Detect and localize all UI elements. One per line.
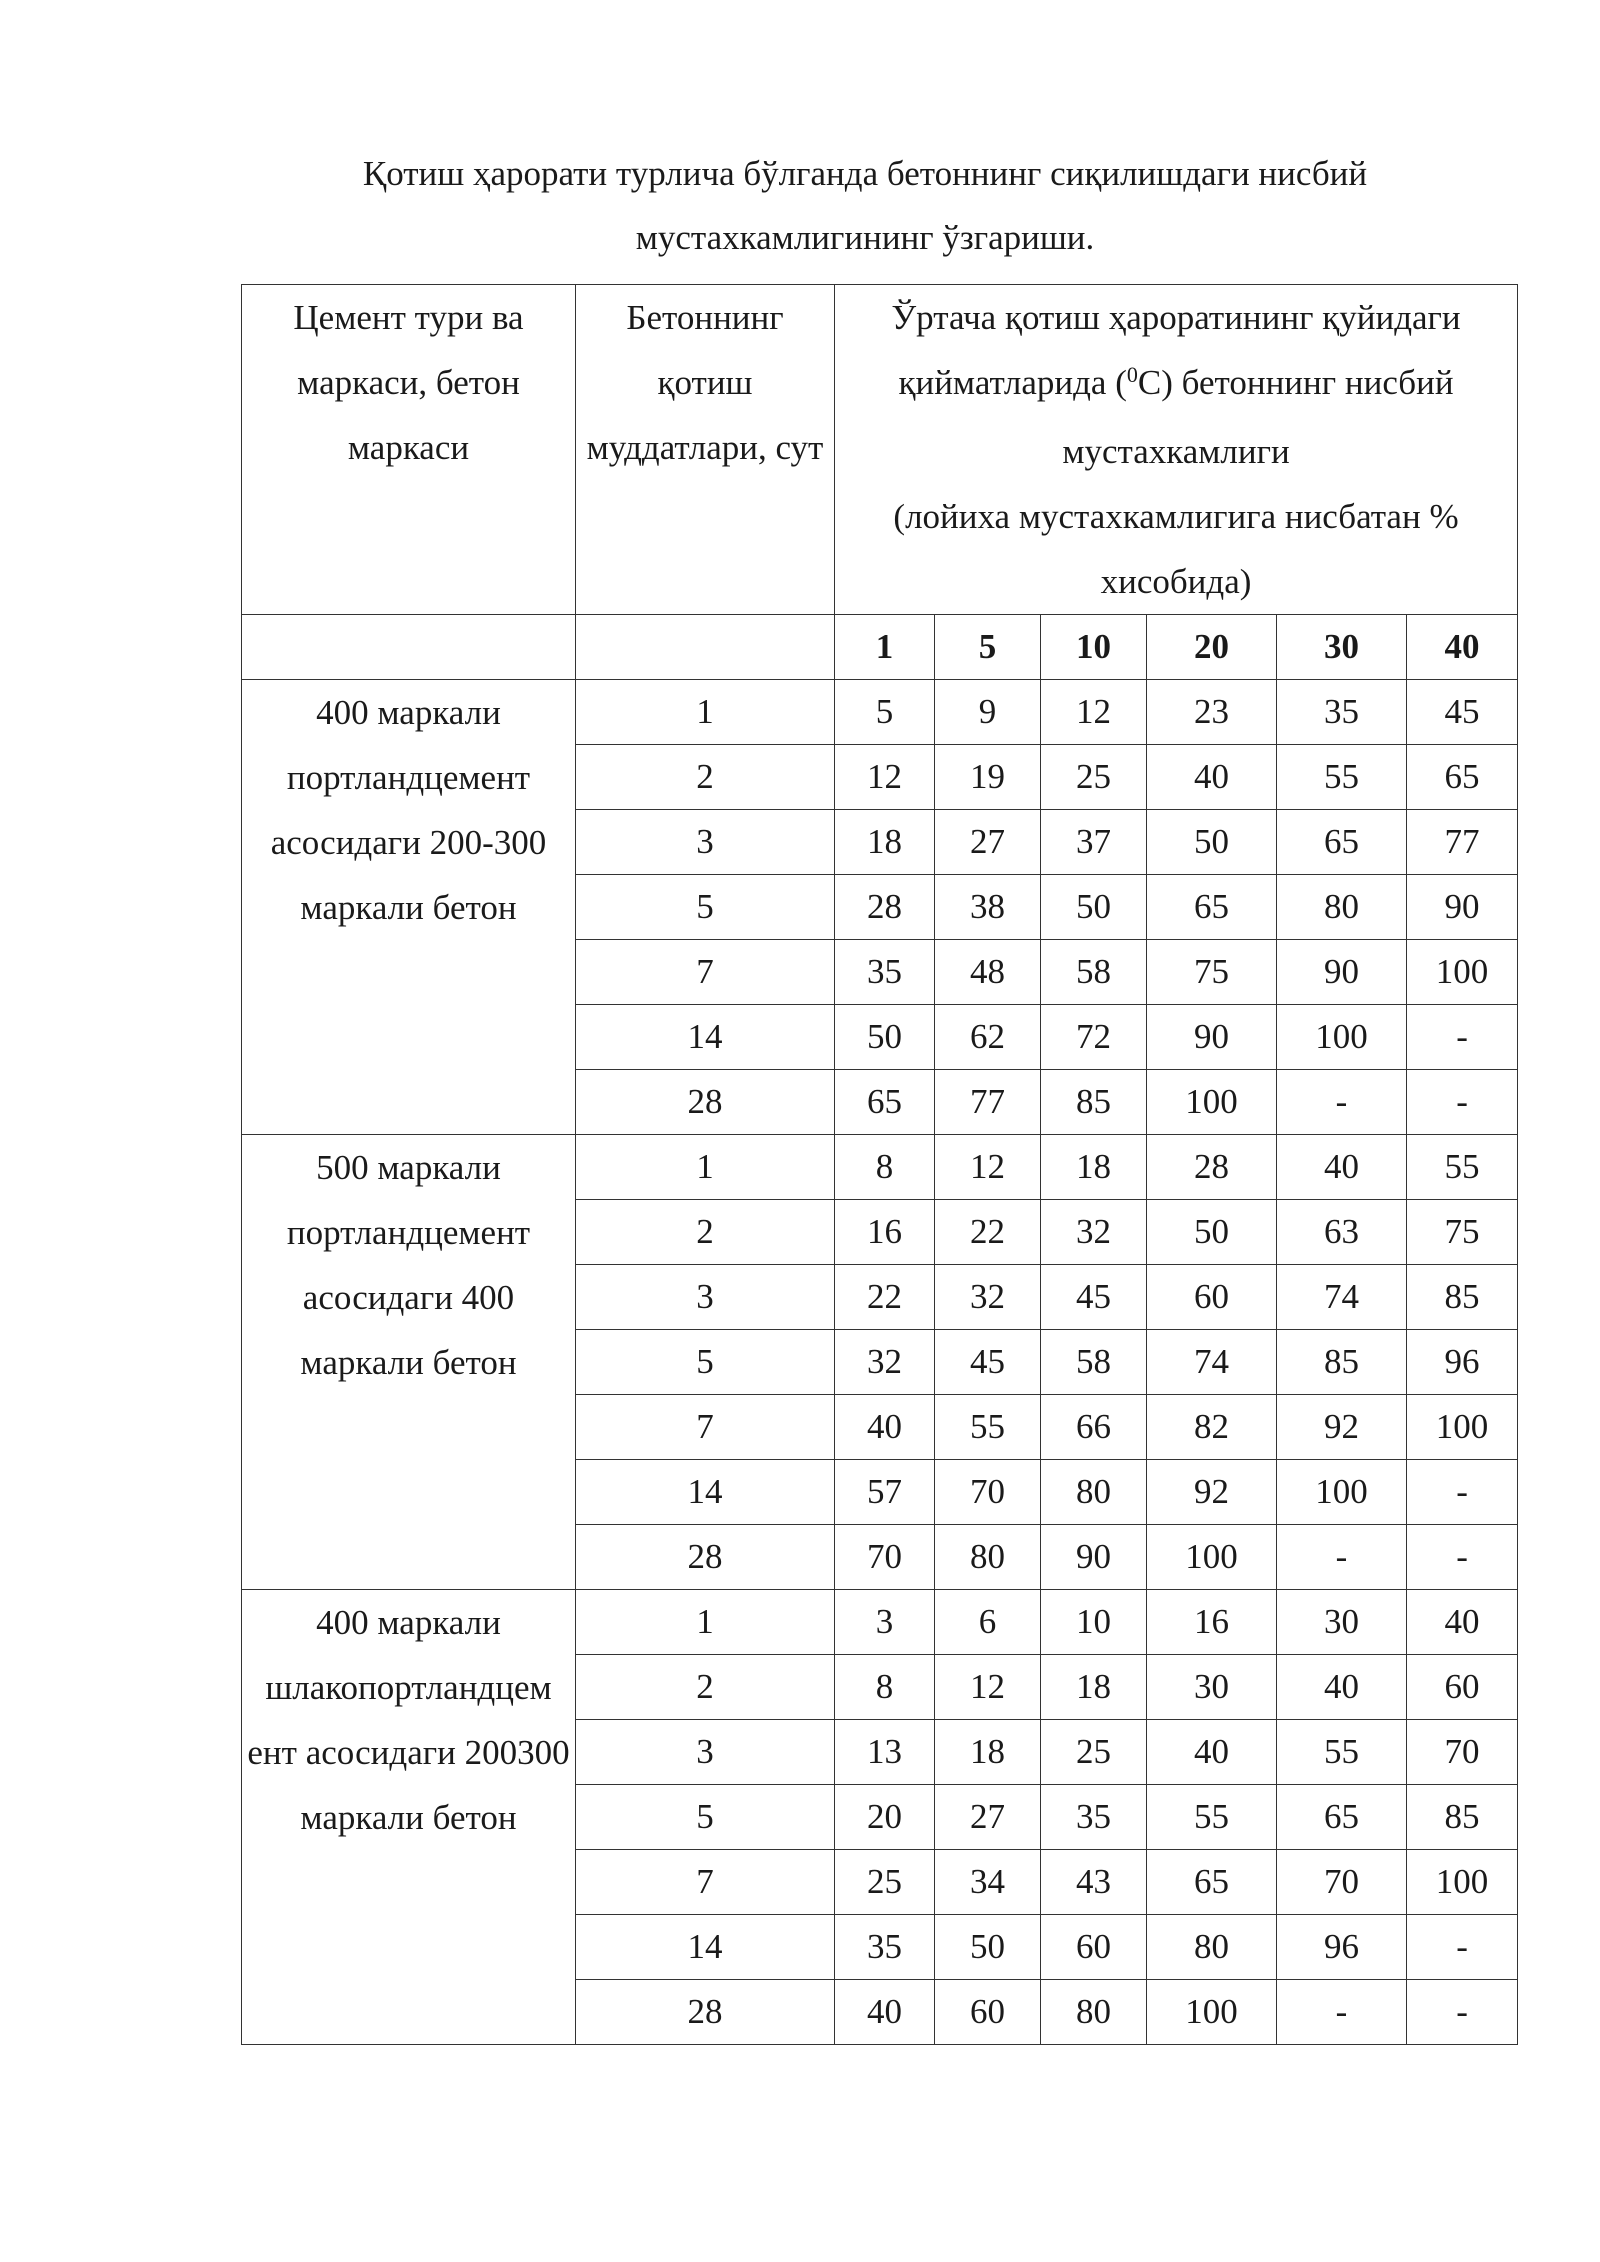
strength-value-cell: 48 xyxy=(935,940,1041,1005)
curing-days-cell: 5 xyxy=(576,875,835,940)
curing-days-cell: 2 xyxy=(576,1200,835,1265)
strength-value-cell: 96 xyxy=(1407,1330,1518,1395)
strength-value-cell: 100 xyxy=(1407,940,1518,1005)
temperature-cell: 1 xyxy=(835,615,935,680)
temperature-cell: 5 xyxy=(935,615,1041,680)
strength-value-cell: - xyxy=(1407,1915,1518,1980)
document-title-line-2: мустахкамлигининг ўзгариши. xyxy=(635,218,1095,257)
strength-value-cell: 65 xyxy=(1147,1850,1277,1915)
header-relative-strength xyxy=(835,285,1518,615)
strength-value-cell: - xyxy=(1407,1070,1518,1135)
strength-value-cell: 90 xyxy=(1041,1525,1147,1590)
strength-value-cell: 70 xyxy=(1277,1850,1407,1915)
curing-days-cell: 14 xyxy=(576,1915,835,1980)
strength-value-cell: 13 xyxy=(835,1720,935,1785)
strength-value-cell: 50 xyxy=(1147,1200,1277,1265)
curing-days-cell: 7 xyxy=(576,940,835,1005)
temperature-row-empty-1 xyxy=(242,615,576,680)
strength-value-cell: 18 xyxy=(1041,1135,1147,1200)
strength-value-cell: 80 xyxy=(1277,875,1407,940)
strength-value-cell: 35 xyxy=(1277,680,1407,745)
strength-value-cell: 30 xyxy=(1277,1590,1407,1655)
cement-group-label: 500 маркали портландцемент асосидаги 400 маркали бетон xyxy=(242,1135,576,1590)
strength-value-cell: 25 xyxy=(835,1850,935,1915)
curing-days-cell: 28 xyxy=(576,1980,835,2045)
strength-value-cell: 74 xyxy=(1147,1330,1277,1395)
strength-value-cell: 28 xyxy=(1147,1135,1277,1200)
temperature-row xyxy=(242,615,1518,680)
strength-value-cell: 85 xyxy=(1041,1070,1147,1135)
strength-value-cell: 3 xyxy=(835,1590,935,1655)
strength-value-cell: 9 xyxy=(935,680,1041,745)
strength-value-cell: - xyxy=(1407,1525,1518,1590)
strength-value-cell: 70 xyxy=(835,1525,935,1590)
strength-value-cell: 27 xyxy=(935,810,1041,875)
header-cement-type: Цемент тури ва маркаси, бетон маркаси xyxy=(242,285,576,615)
strength-value-cell: 74 xyxy=(1277,1265,1407,1330)
strength-value-cell: - xyxy=(1407,1005,1518,1070)
strength-value-cell: 58 xyxy=(1041,940,1147,1005)
strength-value-cell: 70 xyxy=(1407,1720,1518,1785)
strength-value-cell: 32 xyxy=(1041,1200,1147,1265)
strength-value-cell: 80 xyxy=(935,1525,1041,1590)
strength-value-cell: 16 xyxy=(835,1200,935,1265)
strength-value-cell: 27 xyxy=(935,1785,1041,1850)
strength-value-cell: 40 xyxy=(1147,745,1277,810)
strength-value-cell: 65 xyxy=(1277,1785,1407,1850)
table-row xyxy=(242,1135,1518,1200)
curing-days-cell: 1 xyxy=(576,1590,835,1655)
strength-value-cell: 16 xyxy=(1147,1590,1277,1655)
cement-group-label: 400 маркали шлакопортландцем ент асосидаги 200300 маркали бетон xyxy=(242,1590,576,2045)
strength-value-cell: - xyxy=(1407,1980,1518,2045)
strength-value-cell: 65 xyxy=(835,1070,935,1135)
strength-value-cell: 18 xyxy=(835,810,935,875)
strength-value-cell: 40 xyxy=(1407,1590,1518,1655)
strength-value-cell: 45 xyxy=(1041,1265,1147,1330)
curing-days-cell: 7 xyxy=(576,1395,835,1460)
strength-value-cell: 10 xyxy=(1041,1590,1147,1655)
strength-value-cell: 40 xyxy=(835,1980,935,2045)
strength-value-cell: 55 xyxy=(1277,1720,1407,1785)
strength-value-cell: 22 xyxy=(835,1265,935,1330)
strength-value-cell: 34 xyxy=(935,1850,1041,1915)
curing-days-cell: 3 xyxy=(576,1720,835,1785)
strength-value-cell: 19 xyxy=(935,745,1041,810)
strength-value-cell: 75 xyxy=(1407,1200,1518,1265)
strength-value-cell: 85 xyxy=(1407,1785,1518,1850)
temperature-row-empty-2 xyxy=(576,615,835,680)
temperature-cell: 40 xyxy=(1407,615,1518,680)
strength-value-cell: 32 xyxy=(935,1265,1041,1330)
strength-value-cell: 90 xyxy=(1407,875,1518,940)
strength-value-cell: 45 xyxy=(935,1330,1041,1395)
temperature-cell: 10 xyxy=(1041,615,1147,680)
strength-value-cell: 40 xyxy=(1277,1655,1407,1720)
strength-value-cell: 65 xyxy=(1277,810,1407,875)
strength-value-cell: 72 xyxy=(1041,1005,1147,1070)
strength-value-cell: 55 xyxy=(1407,1135,1518,1200)
curing-days-cell: 5 xyxy=(576,1330,835,1395)
strength-value-cell: 85 xyxy=(1407,1265,1518,1330)
strength-value-cell: 30 xyxy=(1147,1655,1277,1720)
strength-value-cell: 22 xyxy=(935,1200,1041,1265)
strength-value-cell: 60 xyxy=(1147,1265,1277,1330)
header-strength-text-1: Ўртача қотиш ҳароратининг қуйидаги қийматларида ( xyxy=(891,298,1461,402)
curing-days-cell: 14 xyxy=(576,1005,835,1070)
strength-value-cell: 32 xyxy=(835,1330,935,1395)
strength-value-cell: 100 xyxy=(1147,1980,1277,2045)
curing-days-cell: 3 xyxy=(576,1265,835,1330)
strength-value-cell: 35 xyxy=(835,1915,935,1980)
strength-value-cell: 90 xyxy=(1277,940,1407,1005)
table-row xyxy=(242,680,1518,745)
strength-value-cell: 65 xyxy=(1407,745,1518,810)
temperature-cell: 30 xyxy=(1277,615,1407,680)
strength-value-cell: 55 xyxy=(935,1395,1041,1460)
strength-value-cell: 100 xyxy=(1147,1525,1277,1590)
strength-value-cell: 63 xyxy=(1277,1200,1407,1265)
strength-value-cell: 80 xyxy=(1041,1460,1147,1525)
curing-days-cell: 28 xyxy=(576,1070,835,1135)
strength-value-cell: 100 xyxy=(1407,1850,1518,1915)
header-curing-period: Бетоннинг қотиш муддатлари, сут xyxy=(576,285,835,615)
curing-days-cell: 7 xyxy=(576,1850,835,1915)
strength-value-cell: 96 xyxy=(1277,1915,1407,1980)
strength-value-cell: 12 xyxy=(835,745,935,810)
strength-value-cell: 23 xyxy=(1147,680,1277,745)
strength-table xyxy=(241,284,1518,2045)
curing-days-cell: 1 xyxy=(576,680,835,745)
curing-days-cell: 5 xyxy=(576,1785,835,1850)
strength-value-cell: - xyxy=(1407,1460,1518,1525)
strength-value-cell: 100 xyxy=(1277,1005,1407,1070)
header-row xyxy=(242,285,1518,615)
strength-value-cell: 8 xyxy=(835,1135,935,1200)
strength-value-cell: 66 xyxy=(1041,1395,1147,1460)
strength-value-cell: 35 xyxy=(835,940,935,1005)
strength-value-cell: 60 xyxy=(1041,1915,1147,1980)
strength-value-cell: 25 xyxy=(1041,1720,1147,1785)
strength-value-cell: 82 xyxy=(1147,1395,1277,1460)
strength-value-cell: 12 xyxy=(935,1135,1041,1200)
strength-value-cell: 12 xyxy=(1041,680,1147,745)
strength-value-cell: 92 xyxy=(1147,1460,1277,1525)
strength-value-cell: 100 xyxy=(1407,1395,1518,1460)
strength-value-cell: 8 xyxy=(835,1655,935,1720)
strength-value-cell: 75 xyxy=(1147,940,1277,1005)
curing-days-cell: 28 xyxy=(576,1525,835,1590)
strength-value-cell: - xyxy=(1277,1525,1407,1590)
strength-value-cell: 77 xyxy=(935,1070,1041,1135)
strength-value-cell: 92 xyxy=(1277,1395,1407,1460)
strength-value-cell: 50 xyxy=(835,1005,935,1070)
strength-value-cell: 20 xyxy=(835,1785,935,1850)
strength-value-cell: 58 xyxy=(1041,1330,1147,1395)
strength-value-cell: 40 xyxy=(1147,1720,1277,1785)
header-strength-text-2: C) бетоннинг нисбий мустахкамлиги xyxy=(1062,363,1454,471)
strength-value-cell: - xyxy=(1277,1070,1407,1135)
strength-value-cell: 60 xyxy=(935,1980,1041,2045)
strength-value-cell: 80 xyxy=(1041,1980,1147,2045)
strength-value-cell: 28 xyxy=(835,875,935,940)
strength-value-cell: 77 xyxy=(1407,810,1518,875)
strength-value-cell: 45 xyxy=(1407,680,1518,745)
strength-value-cell: 100 xyxy=(1147,1070,1277,1135)
strength-value-cell: 38 xyxy=(935,875,1041,940)
strength-value-cell: 37 xyxy=(1041,810,1147,875)
curing-days-cell: 2 xyxy=(576,1655,835,1720)
strength-value-cell: - xyxy=(1277,1980,1407,2045)
strength-value-cell: 85 xyxy=(1277,1330,1407,1395)
strength-value-cell: 62 xyxy=(935,1005,1041,1070)
document-title-line-1: Қотиш ҳарорати турлича бўлганда бетоннинг сиқилишдаги нисбий xyxy=(362,154,1368,193)
strength-value-cell: 55 xyxy=(1277,745,1407,810)
strength-value-cell: 18 xyxy=(935,1720,1041,1785)
curing-days-cell: 3 xyxy=(576,810,835,875)
strength-value-cell: 40 xyxy=(835,1395,935,1460)
strength-value-cell: 70 xyxy=(935,1460,1041,1525)
strength-value-cell: 40 xyxy=(1277,1135,1407,1200)
header-strength-text-3: (лойиха мустахкамлигига нисбатан % хисобида) xyxy=(893,497,1459,601)
strength-value-cell: 90 xyxy=(1147,1005,1277,1070)
cement-group-label: 400 маркали портландцемент асосидаги 200-300 маркали бетон xyxy=(242,680,576,1135)
strength-value-cell: 18 xyxy=(1041,1655,1147,1720)
curing-days-cell: 14 xyxy=(576,1460,835,1525)
strength-value-cell: 100 xyxy=(1277,1460,1407,1525)
strength-value-cell: 43 xyxy=(1041,1850,1147,1915)
strength-value-cell: 65 xyxy=(1147,875,1277,940)
strength-value-cell: 12 xyxy=(935,1655,1041,1720)
strength-value-cell: 35 xyxy=(1041,1785,1147,1850)
temperature-cell: 20 xyxy=(1147,615,1277,680)
curing-days-cell: 2 xyxy=(576,745,835,810)
strength-value-cell: 50 xyxy=(1041,875,1147,940)
strength-value-cell: 60 xyxy=(1407,1655,1518,1720)
curing-days-cell: 1 xyxy=(576,1135,835,1200)
strength-value-cell: 57 xyxy=(835,1460,935,1525)
strength-value-cell: 25 xyxy=(1041,745,1147,810)
strength-value-cell: 50 xyxy=(935,1915,1041,1980)
strength-value-cell: 55 xyxy=(1147,1785,1277,1850)
table-row xyxy=(242,1590,1518,1655)
strength-value-cell: 80 xyxy=(1147,1915,1277,1980)
strength-value-cell: 5 xyxy=(835,680,935,745)
strength-value-cell: 6 xyxy=(935,1590,1041,1655)
strength-value-cell: 50 xyxy=(1147,810,1277,875)
header-degree-superscript: 0 xyxy=(1126,362,1138,387)
